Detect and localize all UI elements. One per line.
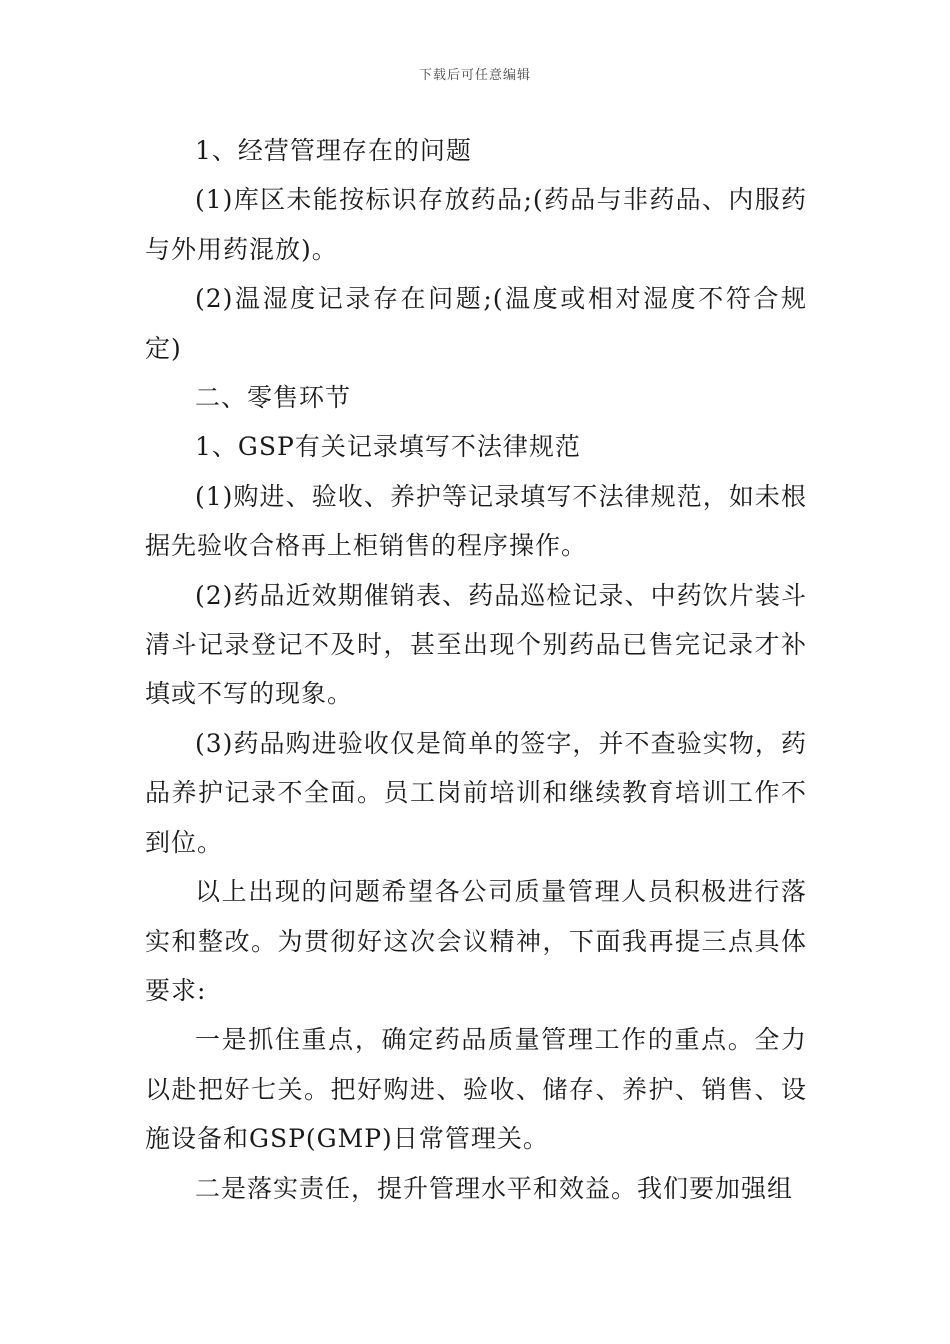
paragraph-inspection-training: (3)药品购进验收仅是简单的签字，并不查验实物，药品养护记录不全面。员工岗前培训和继续教育培训工作不到位。 xyxy=(145,728,807,857)
paragraph-purchase-records: (1)购进、验收、养护等记录填写不法律规范，如未根据先验收合格再上柜销售的程序操作。 xyxy=(145,481,807,561)
paragraph-humidity-issue: (2)温湿度记录存在问题;(温度或相对湿度不符合规定) xyxy=(145,284,807,363)
section-heading-gsp-records: 1、GSP有关记录填写不法律规范 xyxy=(195,432,581,462)
paragraph-rectification: 以上出现的问题希望各公司质量管理人员积极进行落实和整改。为贯彻好这次会议精神，下面我再提三点具体要求: xyxy=(145,877,807,1005)
section-heading-business-management: 1、经营管理存在的问题 xyxy=(195,136,472,165)
page-header: 下载后可任意编辑 xyxy=(418,68,531,83)
paragraph-requirement-one: 一是抓住重点，确定药品质量管理工作的重点。全力以赴把好七关。把好购进、验收、储存、养护、销售、设施设备和GSP(GMP)日常管理关。 xyxy=(145,1025,807,1154)
paragraph-expiry-records: (2)药品近效期催销表、药品巡检记录、中药饮片装斗清斗记录登记不及时，甚至出现个别药品已售完记录才补填或不写的现象。 xyxy=(145,580,807,709)
paragraph-storage-issue: (1)库区未能按标识存放药品;(药品与非药品、内服药与外用药混放)。 xyxy=(145,185,807,264)
paragraph-requirement-two: 二是落实责任，提升管理水平和效益。我们要加强组 xyxy=(195,1173,794,1203)
section-heading-retail: 二、零售环节 xyxy=(195,383,352,413)
document-body xyxy=(145,126,807,1213)
